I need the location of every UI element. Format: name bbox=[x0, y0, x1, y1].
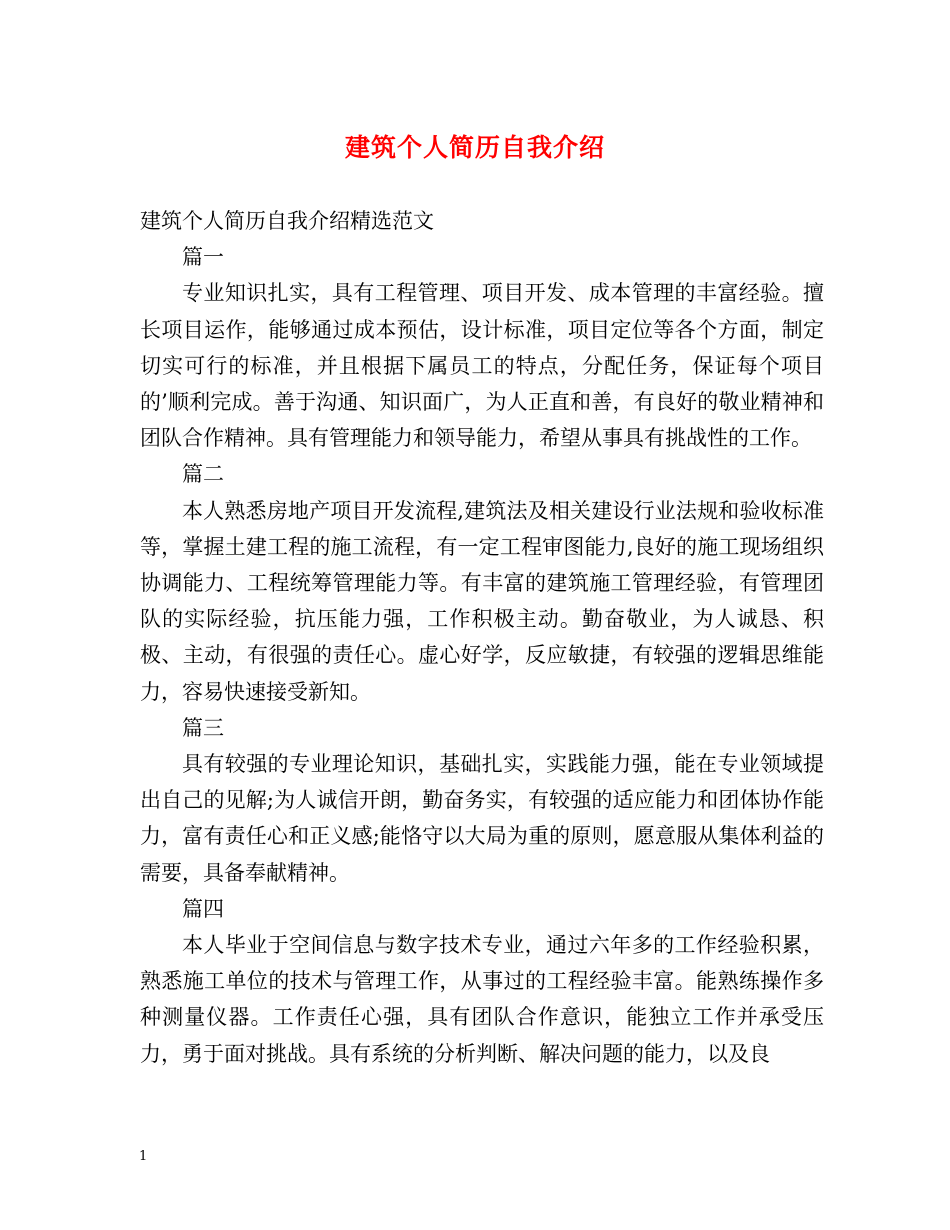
section-paragraph: 具有较强的专业理论知识，基础扎实，实践能力强，能在专业领域提出自己的见解;为人诚信开朗，勤奋务实，有较强的适应能力和团体协作能力，富有责任心和正义感;能恪守以大局为重的原则，愿意服从集体利益的需要，具备奉献精神。 bbox=[140, 752, 824, 885]
page-number: 1 bbox=[139, 1149, 148, 1164]
document-body bbox=[140, 203, 824, 1072]
section-heading: 篇四 bbox=[182, 896, 224, 921]
section-paragraph: 本人熟悉房地产项目开发流程,建筑法及相关建设行业法规和验收标准等，掌握土建工程的施工流程，有一定工程审图能力,良好的施工现场组织协调能力、工程统筹管理能力等。有丰富的建筑施工管理经验，有管理团队的实际经验，抗压能力强，工作积极主动。勤奋敬业，为人诚恳、积极、主动，有很强的责任心。虚心好学，反应敏捷，有较强的逻辑思维能力，容易快速接受新知。 bbox=[140, 498, 824, 704]
section-heading: 篇三 bbox=[182, 715, 224, 740]
section-heading: 篇二 bbox=[182, 462, 224, 487]
section-paragraph: 本人毕业于空间信息与数字技术专业，通过六年多的工作经验积累，熟悉施工单位的技术与管理工作，从事过的工程经验丰富。能熟练操作多种测量仪器。工作责任心强，具有团队合作意识，能独立工作并承受压力，勇于面对挑战。具有系统的分析判断、解决问题的能力，以及良 bbox=[140, 933, 824, 1066]
section-paragraph: 专业知识扎实，具有工程管理、项目开发、成本管理的丰富经验。擅长项目运作，能够通过成本预估，设计标准，项目定位等各个方面，制定切实可行的标准，并且根据下属员工的特点，分配任务，保证每个项目的’顺利完成。善于沟通、知识面广，为人正直和善，有良好的敬业精神和团队合作精神。具有管理能力和领导能力，希望从事具有挑战性的工作。 bbox=[140, 281, 824, 451]
document-subtitle: 建筑个人简历自我介绍精选范文 bbox=[140, 209, 434, 233]
document-title: 建筑个人简历自我介绍 bbox=[344, 133, 605, 162]
section-heading: 篇一 bbox=[182, 245, 224, 270]
